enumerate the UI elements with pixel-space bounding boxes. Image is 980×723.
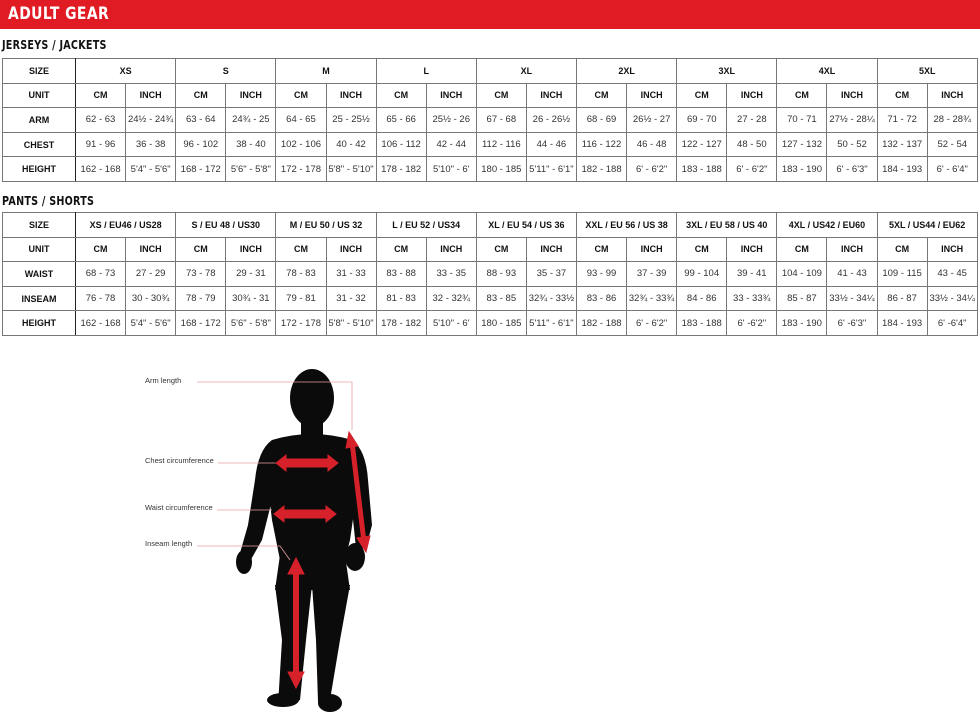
table-cell: 5'11" - 6'1": [526, 311, 576, 336]
table-cell: 38 - 40: [226, 132, 276, 157]
unit-inch: INCH: [727, 237, 777, 262]
size-header: L / EU 52 / US34: [376, 213, 476, 238]
table-cell: 40 - 42: [326, 132, 376, 157]
table-cell: 112 - 116: [476, 132, 526, 157]
size-header: XS / EU46 / US28: [76, 213, 176, 238]
table-cell: 50 - 52: [827, 132, 877, 157]
unit-inch: INCH: [126, 237, 176, 262]
table-cell: 81 - 83: [376, 286, 426, 311]
table-cell: 36 - 38: [126, 132, 176, 157]
size-header: 4XL / US42 / EU60: [777, 213, 877, 238]
row-label: CHEST: [3, 132, 76, 157]
table-cell: 44 - 46: [526, 132, 576, 157]
size-header: L: [376, 59, 476, 84]
table-cell: 5'10" - 6': [426, 311, 476, 336]
table-cell: 32¾ - 33½: [526, 286, 576, 311]
table-cell: 6' - 6'2": [627, 157, 677, 182]
table-cell: 33½ - 34¼: [927, 286, 977, 311]
row-label: WAIST: [3, 262, 76, 287]
table-cell: 32¾ - 33¾: [627, 286, 677, 311]
table-cell: 5'8" - 5'10": [326, 157, 376, 182]
table-cell: 6' -6'3": [827, 311, 877, 336]
unit-inch: INCH: [426, 83, 476, 108]
table-cell: 71 - 72: [877, 108, 927, 133]
unit-cm: CM: [276, 83, 326, 108]
waist-circumference-label: Waist circumference: [145, 503, 213, 512]
header-banner: [0, 0, 980, 29]
unit-inch: INCH: [627, 83, 677, 108]
unit-inch: INCH: [226, 83, 276, 108]
table-cell: 25 - 25½: [326, 108, 376, 133]
table-cell: 182 - 188: [576, 157, 626, 182]
unit-cm: CM: [677, 83, 727, 108]
table-cell: 30¾ - 31: [226, 286, 276, 311]
table-cell: 64 - 65: [276, 108, 326, 133]
table-cell: 63 - 64: [176, 108, 226, 133]
size-header: S / EU 48 / US30: [176, 213, 276, 238]
chest-circumference-label: Chest circumference: [145, 456, 214, 465]
table-cell: 6' - 6'2": [627, 311, 677, 336]
table-cell: 41 - 43: [827, 262, 877, 287]
table-cell: 168 - 172: [176, 157, 226, 182]
body-silhouette-illustration: [0, 340, 980, 718]
chest-arrow: [282, 459, 330, 467]
unit-inch: INCH: [927, 83, 977, 108]
table-cell: 31 - 33: [326, 262, 376, 287]
table-cell: 33 - 35: [426, 262, 476, 287]
table-cell: 69 - 70: [677, 108, 727, 133]
table-cell: 37 - 39: [627, 262, 677, 287]
table-cell: 26 - 26½: [526, 108, 576, 133]
unit-inch: INCH: [827, 237, 877, 262]
table-cell: 24¾ - 25: [226, 108, 276, 133]
table-cell: 25½ - 26: [426, 108, 476, 133]
unit-cm: CM: [376, 83, 426, 108]
table-cell: 183 - 188: [677, 157, 727, 182]
unit-cm: CM: [76, 237, 126, 262]
size-header: S: [176, 59, 276, 84]
size-row: [3, 213, 978, 238]
table-cell: 96 - 102: [176, 132, 226, 157]
table-cell: 182 - 188: [576, 311, 626, 336]
table-cell: 183 - 190: [777, 157, 827, 182]
row-label: INSEAM: [3, 286, 76, 311]
unit-inch: INCH: [126, 83, 176, 108]
table-cell: 65 - 66: [376, 108, 426, 133]
table-cell: 29 - 31: [226, 262, 276, 287]
table-cell: 5'4" - 5'6": [126, 157, 176, 182]
unit-inch: INCH: [226, 237, 276, 262]
page-title: ADULT GEAR: [8, 4, 110, 24]
table-cell: 33 - 33¾: [727, 286, 777, 311]
unit-row-label: UNIT: [3, 237, 76, 262]
table-cell: 168 - 172: [176, 311, 226, 336]
table-cell: 27 - 28: [727, 108, 777, 133]
table-cell: 73 - 78: [176, 262, 226, 287]
table-cell: 52 - 54: [927, 132, 977, 157]
table-cell: 83 - 86: [576, 286, 626, 311]
table-cell: 122 - 127: [677, 132, 727, 157]
table-cell: 180 - 185: [476, 311, 526, 336]
table-cell: 6' -6'4": [927, 311, 977, 336]
unit-cm: CM: [276, 237, 326, 262]
table-cell: 5'8" - 5'10": [326, 311, 376, 336]
pants-size-table: [2, 212, 978, 336]
unit-cm: CM: [677, 237, 727, 262]
size-row: [3, 59, 978, 84]
size-header: 3XL / EU 58 / US 40: [677, 213, 777, 238]
table-cell: 85 - 87: [777, 286, 827, 311]
table-cell: 180 - 185: [476, 157, 526, 182]
table-cell: 24½ - 24¾: [126, 108, 176, 133]
table-cell: 5'4" - 5'6": [126, 311, 176, 336]
size-header: 5XL: [877, 59, 977, 84]
unit-inch: INCH: [727, 83, 777, 108]
table-cell: 31 - 32: [326, 286, 376, 311]
table-cell: 5'6" - 5'8": [226, 157, 276, 182]
size-header: M: [276, 59, 376, 84]
pants-section-title: PANTS / SHORTS: [2, 194, 95, 208]
table-cell: 5'11" - 6'1": [526, 157, 576, 182]
size-header: M / EU 50 / US 32: [276, 213, 376, 238]
table-row: [3, 108, 978, 133]
table-cell: 46 - 48: [627, 132, 677, 157]
table-cell: 172 - 178: [276, 157, 326, 182]
table-cell: 99 - 104: [677, 262, 727, 287]
table-row: [3, 262, 978, 287]
table-cell: 48 - 50: [727, 132, 777, 157]
table-cell: 86 - 87: [877, 286, 927, 311]
unit-cm: CM: [176, 237, 226, 262]
unit-inch: INCH: [526, 83, 576, 108]
table-cell: 162 - 168: [76, 157, 126, 182]
unit-inch: INCH: [827, 83, 877, 108]
row-label: HEIGHT: [3, 311, 76, 336]
table-cell: 70 - 71: [777, 108, 827, 133]
table-row: [3, 311, 978, 336]
table-cell: 109 - 115: [877, 262, 927, 287]
unit-inch: INCH: [927, 237, 977, 262]
table-cell: 28 - 28¾: [927, 108, 977, 133]
unit-cm: CM: [76, 83, 126, 108]
table-cell: 184 - 193: [877, 311, 927, 336]
table-cell: 5'6" - 5'8": [226, 311, 276, 336]
table-cell: 68 - 73: [76, 262, 126, 287]
unit-cm: CM: [877, 237, 927, 262]
size-header: 5XL / US44 / EU62: [877, 213, 977, 238]
table-cell: 30 - 30¾: [126, 286, 176, 311]
size-header: 3XL: [677, 59, 777, 84]
jerseys-size-table: [2, 58, 978, 182]
table-cell: 106 - 112: [376, 132, 426, 157]
unit-cm: CM: [476, 237, 526, 262]
unit-cm: CM: [376, 237, 426, 262]
unit-inch: INCH: [627, 237, 677, 262]
table-row: [3, 157, 978, 182]
table-cell: 184 - 193: [877, 157, 927, 182]
table-cell: 178 - 182: [376, 157, 426, 182]
table-row: [3, 286, 978, 311]
size-row-label: SIZE: [3, 213, 76, 238]
table-cell: 183 - 190: [777, 311, 827, 336]
size-header: 2XL: [576, 59, 676, 84]
unit-cm: CM: [176, 83, 226, 108]
unit-cm: CM: [476, 83, 526, 108]
table-cell: 67 - 68: [476, 108, 526, 133]
table-cell: 33½ - 34¼: [827, 286, 877, 311]
waist-arrow: [280, 510, 328, 518]
table-cell: 27 - 29: [126, 262, 176, 287]
table-cell: 127 - 132: [777, 132, 827, 157]
table-cell: 6' -6'2": [727, 311, 777, 336]
table-cell: 83 - 85: [476, 286, 526, 311]
table-cell: 27½ - 28¼: [827, 108, 877, 133]
unit-cm: CM: [576, 237, 626, 262]
table-cell: 102 - 106: [276, 132, 326, 157]
unit-cm: CM: [777, 83, 827, 108]
table-cell: 78 - 79: [176, 286, 226, 311]
table-cell: 39 - 41: [727, 262, 777, 287]
size-header: 4XL: [777, 59, 877, 84]
inseam-length-label: Inseam length: [145, 539, 193, 548]
unit-row: [3, 83, 978, 108]
table-row: [3, 132, 978, 157]
unit-row: [3, 237, 978, 262]
row-label: ARM: [3, 108, 76, 133]
table-cell: 88 - 93: [476, 262, 526, 287]
unit-cm: CM: [576, 83, 626, 108]
table-cell: 6' - 6'3": [827, 157, 877, 182]
table-cell: 84 - 86: [677, 286, 727, 311]
table-cell: 35 - 37: [526, 262, 576, 287]
table-cell: 62 - 63: [76, 108, 126, 133]
unit-cm: CM: [777, 237, 827, 262]
table-cell: 68 - 69: [576, 108, 626, 133]
table-cell: 43 - 45: [927, 262, 977, 287]
unit-inch: INCH: [426, 237, 476, 262]
table-cell: 178 - 182: [376, 311, 426, 336]
size-header: XXL / EU 56 / US 38: [576, 213, 676, 238]
size-header: XS: [76, 59, 176, 84]
table-cell: 162 - 168: [76, 311, 126, 336]
table-cell: 79 - 81: [276, 286, 326, 311]
table-cell: 6' - 6'2": [727, 157, 777, 182]
table-cell: 91 - 96: [76, 132, 126, 157]
table-cell: 5'10" - 6': [426, 157, 476, 182]
table-cell: 172 - 178: [276, 311, 326, 336]
table-cell: 26½ - 27: [627, 108, 677, 133]
table-cell: 93 - 99: [576, 262, 626, 287]
table-cell: 76 - 78: [76, 286, 126, 311]
table-cell: 32 - 32¾: [426, 286, 476, 311]
unit-inch: INCH: [526, 237, 576, 262]
table-cell: 183 - 188: [677, 311, 727, 336]
measurement-diagram: [0, 340, 980, 718]
size-row-label: SIZE: [3, 59, 76, 84]
unit-inch: INCH: [326, 83, 376, 108]
table-cell: 116 - 122: [576, 132, 626, 157]
table-cell: 42 - 44: [426, 132, 476, 157]
jerseys-section-title: JERSEYS / JACKETS: [2, 38, 107, 52]
unit-row-label: UNIT: [3, 83, 76, 108]
row-label: HEIGHT: [3, 157, 76, 182]
table-cell: 78 - 83: [276, 262, 326, 287]
table-cell: 6' - 6'4": [927, 157, 977, 182]
unit-inch: INCH: [326, 237, 376, 262]
size-header: XL / EU 54 / US 36: [476, 213, 576, 238]
size-header: XL: [476, 59, 576, 84]
arm-length-label: Arm length: [145, 376, 182, 385]
table-cell: 132 - 137: [877, 132, 927, 157]
unit-cm: CM: [877, 83, 927, 108]
table-cell: 104 - 109: [777, 262, 827, 287]
table-cell: 83 - 88: [376, 262, 426, 287]
